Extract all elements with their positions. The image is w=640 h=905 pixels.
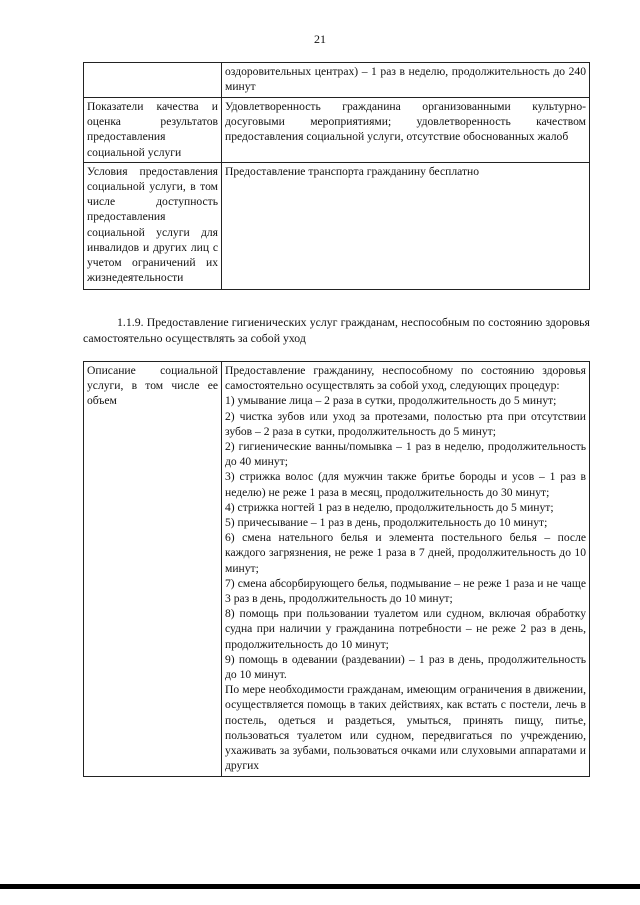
- procedure-item: 7) смена абсорбирующего белья, подмывание – не реже 1 раза и не чаще 3 раз в день, продолжительность до 10 минут;: [225, 576, 586, 606]
- table-cell-value: оздоровительных центрах) – 1 раз в неделю, продолжительность до 240 минут: [222, 63, 590, 98]
- hygiene-services-table: [83, 361, 590, 777]
- procedure-item: 9) помощь в одевании (раздевании) – 1 раз в день, продолжительность до 10 минут.: [225, 652, 586, 682]
- procedure-item: 2) чистка зубов или уход за протезами, полостью рта при отсутствии зубов – 2 раза в сутки, продолжительность до 5 минут;: [225, 409, 586, 438]
- service-table-continued: [83, 62, 590, 290]
- conditions-value: Предоставление транспорта гражданину бесплатно: [222, 162, 590, 290]
- table-row: [84, 162, 590, 290]
- conditions-label: Условия предоставления социальной услуги, в том числе доступность предоставления социальной услуги для инвалидов и других лиц с учетом ограничений их жизнедеятельности: [84, 162, 222, 290]
- table-row: [84, 362, 590, 777]
- procedure-item: 8) помощь при пользовании туалетом или судном, включая обработку судна при наличии у гражданина потребности – не реже 2 раз в день, продолжительность до 10 минут;: [225, 607, 586, 651]
- procedure-item: 4) стрижка ногтей 1 раз в неделю, продолжительность до 5 минут;: [225, 500, 554, 514]
- procedure-item: 2) гигиенические ванны/помывка – 1 раз в неделю, продолжительность до 40 минут;: [225, 440, 586, 469]
- table-cell-label: [84, 63, 222, 98]
- quality-indicators-value: Удовлетворенность гражданина организованными культурно-досуговыми мероприятиями; удовлетворенность качеством предоставления социальной услуги, отсутствие обоснованных жалоб: [222, 98, 590, 163]
- procedures-closing: По мере необходимости гражданам, имеющим ограничения в движении, осуществляется помощь в таких действиях, как встать с постели, лечь в постель, одеться и раздеться, умыться, принять пищу, питье, пользоваться туалетом или судном, передвигаться по учреждению, ухаживать за зубами, пользоваться очками или слуховыми аппаратами и других: [225, 683, 586, 773]
- table-row: [84, 63, 590, 98]
- procedure-item: 3) стрижка волос (для мужчин также бритье бороды и усов – 1 раз в неделю) не реже 1 раза в месяц, продолжительность до 30 минут;: [225, 470, 586, 499]
- procedure-item: 6) смена нательного белья и элемента постельного белья – после каждого загрязнения, не реже 1 раза в 7 дней, продолжительность до 10 минут;: [225, 531, 586, 575]
- page-number: 21: [314, 32, 326, 46]
- procedure-item: 1) умывание лица – 2 раза в сутки, продолжительность до 5 минут;: [225, 394, 557, 408]
- quality-indicators-label: Показатели качества и оценка результатов предоставления социальной услуги: [84, 98, 222, 163]
- table-row: [84, 98, 590, 163]
- description-label: Описание социальной услуги, в том числе ее объем: [84, 362, 222, 777]
- section-heading: 1.1.9. Предоставление гигиенических услуг гражданам, неспособным по состоянию здоровья самостоятельно осуществлять за собой уход: [83, 315, 590, 345]
- page-bottom-border: [0, 884, 640, 889]
- procedure-item: 5) причесывание – 1 раз в день, продолжительность до 10 минут;: [225, 516, 548, 530]
- procedures-intro: Предоставление гражданину, неспособному по состоянию здоровья самостоятельно осуществлять за собой уход, следующих процедур:: [225, 364, 586, 393]
- description-value: [222, 362, 590, 777]
